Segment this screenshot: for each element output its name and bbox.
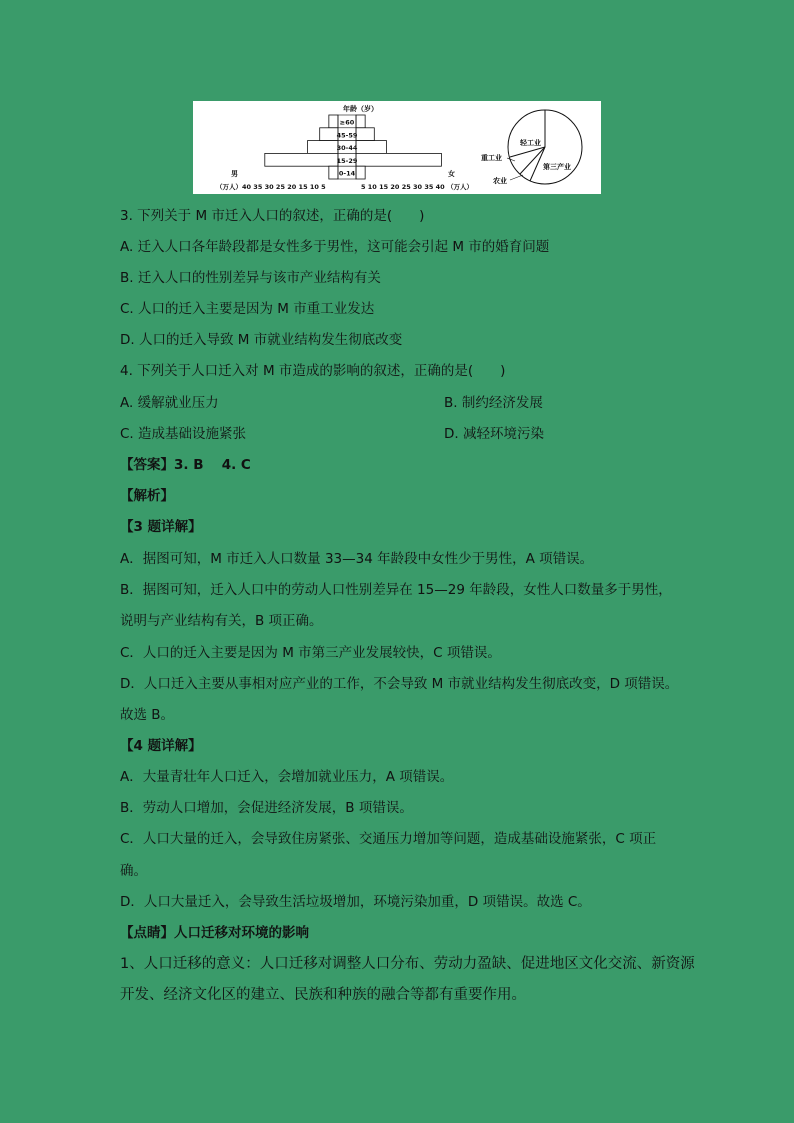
pyramid-bar-female <box>356 128 374 141</box>
q3-detail-line: B．据图可知，迁入人口中的劳动人口性别差异在 15—29 年龄段，女性人口数量多于男性， <box>120 582 672 598</box>
q4-detail-line: D．人口大量迁入，会导致生活垃圾增加，环境污染加重，D 项错误。故选 C。 <box>120 894 591 910</box>
q3-option-a: A. 迁入人口各年龄段都是女性多于男性，这可能会引起 M 市的婚育问题 <box>120 239 550 255</box>
q3-detail-line: 故选 B。 <box>120 707 175 723</box>
age-axis-title: 年龄（岁） <box>343 105 378 113</box>
answer-line: 【答案】3. B 4. C <box>120 457 251 473</box>
age-group-label: ≥60 <box>339 118 355 127</box>
male-label: 男 <box>231 170 238 178</box>
pyramid-bar-male <box>329 166 338 179</box>
dianjing-line: 1、人口迁移的意义：人口迁移对调整人口分布、劳动力盈缺、促进地区文化交流、新资源 <box>120 956 695 972</box>
pie-leader-line <box>510 175 523 180</box>
age-group-label: 0-14 <box>338 169 356 178</box>
population-figure <box>193 101 601 194</box>
pyramid-bar-male <box>308 141 339 154</box>
dianjing-title: 【点睛】人口迁移对环境的影响 <box>120 925 309 941</box>
q4-detail-line: B．劳动人口增加，会促进经济发展，B 项错误。 <box>120 800 413 816</box>
female-axis-scale: 5 10 15 20 25 30 35 40 （万人） <box>361 183 473 191</box>
pyramid-bar-female <box>356 115 365 128</box>
q4-detail-title: 【4 题详解】 <box>120 738 202 754</box>
pie-label-light-industry: 轻工业 <box>520 139 541 147</box>
q3-detail-line: D．人口迁入主要从事相对应产业的工作，不会导致 M 市就业结构发生彻底改变，D 项错误。 <box>120 676 679 692</box>
q3-option-c: C. 人口的迁入主要是因为 M 市重工业发达 <box>120 301 375 317</box>
pyramid-bar-male <box>329 115 338 128</box>
q3-detail-line: C．人口的迁入主要是因为 M 市第三产业发展较快，C 项错误。 <box>120 645 501 661</box>
pie-label-tertiary: 第三产业 <box>543 163 571 171</box>
pyramid-bar-male <box>265 153 338 166</box>
q4-option-d: D. 减轻环境污染 <box>444 426 544 442</box>
q4-option-a: A. 缓解就业压力 <box>120 395 219 411</box>
q3-detail-title: 【3 题详解】 <box>120 519 202 535</box>
pie-label-heavy-industry: 重工业 <box>481 154 502 162</box>
pyramid-bar-female <box>356 166 365 179</box>
q3-detail-line: 说明与产业结构有关，B 项正确。 <box>120 613 323 629</box>
q4-stem: 4. 下列关于人口迁入对 M 市造成的影响的叙述，正确的是( ) <box>120 363 506 379</box>
q3-option-b: B. 迁入人口的性别差异与该市产业结构有关 <box>120 270 381 286</box>
pie-label-agriculture: 农业 <box>493 177 507 185</box>
age-group-label: 30-44 <box>336 144 358 153</box>
pyramid-bar-female <box>356 153 441 166</box>
q4-detail-line: C．人口大量的迁入，会导致住房紧张、交通压力增加等问题，造成基础设施紧张，C 项正 <box>120 831 657 847</box>
pyramid-bar-male <box>320 128 338 141</box>
pyramid-bar-female <box>356 141 387 154</box>
q3-stem: 3. 下列关于 M 市迁入人口的叙述，正确的是( ) <box>120 208 425 224</box>
age-group-label: 15-29 <box>336 156 358 165</box>
q4-detail-line: 确。 <box>120 863 147 879</box>
age-group-label: 45-59 <box>336 131 358 140</box>
male-axis-scale: （万人）40 35 30 25 20 15 10 5 <box>216 183 326 191</box>
figure-svg <box>193 101 601 194</box>
q3-detail-line: A．据图可知，M 市迁入人口数量 33—34 年龄段中女性少于男性，A 项错误。 <box>120 551 594 567</box>
q4-detail-line: A．大量青壮年人口迁入，会增加就业压力，A 项错误。 <box>120 769 454 785</box>
dianjing-line: 开发、经济文化区的建立、民族和种族的融合等都有重要作用。 <box>120 987 526 1003</box>
female-label: 女 <box>448 170 455 178</box>
q4-option-b: B. 制约经济发展 <box>444 395 543 411</box>
analysis-title: 【解析】 <box>120 488 174 504</box>
q3-option-d: D. 人口的迁入导致 M 市就业结构发生彻底改变 <box>120 332 403 348</box>
q4-option-c: C. 造成基础设施紧张 <box>120 426 247 442</box>
